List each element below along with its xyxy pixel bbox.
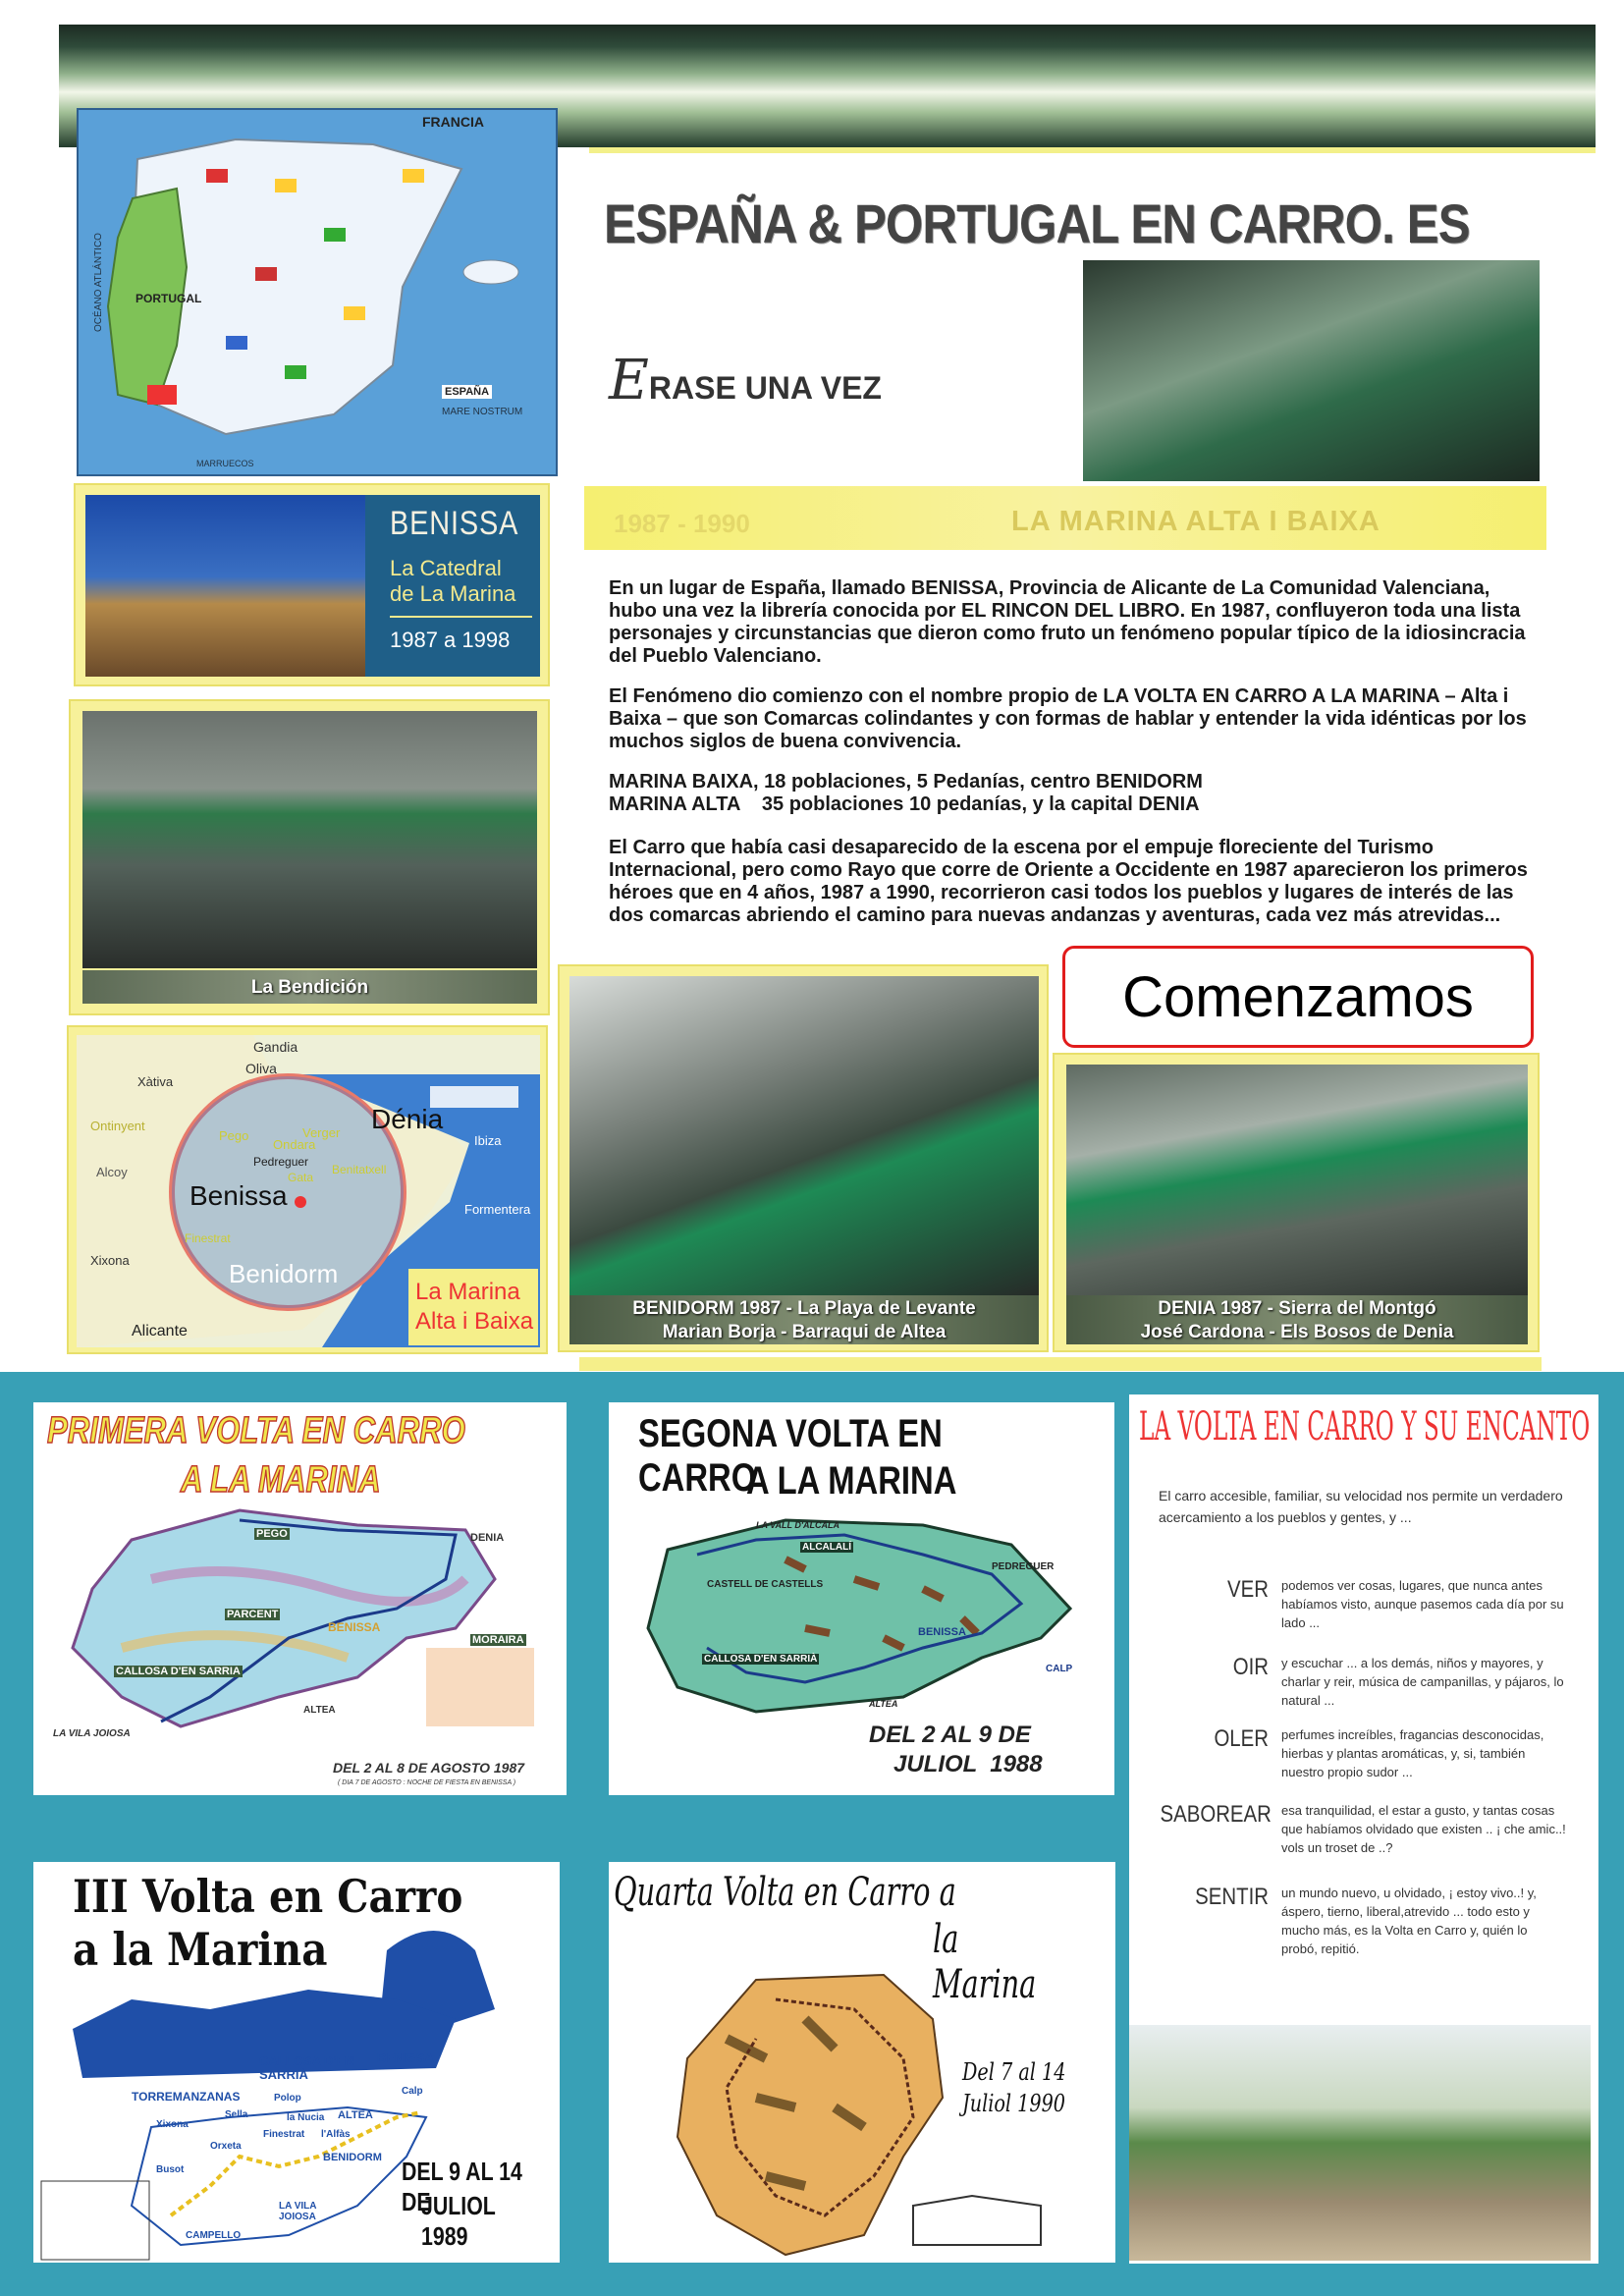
region-label-benitatxell: Benitatxell [332,1163,387,1176]
map-label-spain: ESPAÑA [442,385,492,399]
sense-ver-text: podemos ver cosas, lugares, que nunca antes habíamos visto, aunque pasemos cada día por su lado ... [1281,1578,1564,1630]
encanto-photo [1129,2025,1591,2261]
poster2-town-castell: CASTELL DE CASTELLS [707,1579,824,1590]
poster1-town-pego: PEGO [256,1528,288,1540]
poster1-note: ( DIA 7 DE AGOSTO : NOCHE DE FIESTA EN BENISSA ) [338,1779,516,1786]
poster3-town-altea: ALTEA [338,2109,373,2121]
sense-saborear-text: esa tranquilidad, el estar a gusto, y tantas cosas que habíamos olvidado que existen .. ¡ che amic..! vols un troset de ..? [1281,1803,1566,1855]
poster3-town-torremanzanas: TORREMANZANAS [132,2090,241,2104]
region-label-finestrat: Finestrat [185,1231,231,1245]
poster2-town-pedreguer: PEDREGUER [992,1561,1055,1572]
poster2-town-alcalali: ALCALALÍ [802,1542,851,1553]
poster3-town-xixona: Xixona [156,2119,189,2130]
sense-sentir-text: un mundo nuevo, u olvidado, ¡ estoy vivo..! y, áspero, tierno, liberal,atrevido ... todo esto y mucho más, es la Volta en Carro y, quién lo probó, repitió. [1281,1886,1537,1956]
photo-carts-road [1083,260,1540,481]
encanto-title: LA VOLTA EN CARRO Y SU ENCANTO [1139,1404,1591,1449]
region-label-ondara: Ondara [273,1137,316,1152]
map-label-sea: MARE NOSTRUM [442,407,523,417]
sense-sentir: SENTIR [1195,1884,1269,1910]
poster3-title2: a la Marina [73,1923,328,1976]
denia-caption-line2: José Cardona - Els Bosos de Denia [1140,1322,1454,1342]
poster2-dates1: DEL 2 AL 9 DE [869,1722,1031,1748]
region-label-benissa: Benissa [189,1180,288,1211]
region-label-gandia: Gandia [253,1039,298,1055]
region-label-formentera: Formentera [464,1202,531,1217]
paragraph-1: En un lugar de España, llamado BENISSA, Provincia de Alicante de La Comunidad Valenciana, hubo una vez la librería conocida por EL RINCON DEL LIBRO. En 1987, confluyeron toda una lista personajes y circunstancias que dieron como fruto un fenómeno popular típico de la idiosincracia del Pueblo Valenciano. [609,577,1526,667]
region-label-ontinyent: Ontinyent [90,1119,145,1133]
region-label-oliva: Oliva [245,1061,277,1076]
poster1-dates: DEL 2 AL 8 DE AGOSTO 1987 [333,1760,525,1776]
poster3-town-benissa: BENISSA [377,2050,434,2065]
region-caption-line1: La Marina [415,1279,520,1305]
bendicion-caption: La Bendición [250,977,369,998]
poster1-town-callosa: CALLOSA D'EN SARRIA [116,1666,241,1677]
poster1-title2: A LA MARINA [181,1459,381,1501]
benidorm-caption-line2: Marian Borja - Barraqui de Altea [662,1322,947,1342]
bendicion-card [69,699,550,1015]
region-map [77,1035,540,1347]
poster2-town-vall: LA VALL D'ALCALA [756,1520,839,1530]
sense-oler-text: perfumes increíbles, fragancias desconocidas, hierbas y plantas aromáticas, y, si, también nuestro propio sudor ... [1281,1727,1544,1779]
poster1-town-parcent: PARCENT [227,1609,279,1620]
poster3-town-calp: Calp [402,2086,423,2097]
poster3-town-orxeta: Orxeta [210,2141,242,2152]
sense-oir-text: y escuchar ... a los demás, niños y mayores, y charlar y reir, música de campanillas, y pájaros, lo natural ... [1281,1656,1564,1708]
map-label-portugal: PORTUGAL [135,292,202,305]
benissa-cathedral-photo [85,495,365,677]
poster-primera-volta [33,1402,567,1795]
region-label-verger: Verger [302,1125,341,1140]
section-bar-title: LA MARINA ALTA I BAIXA [1011,506,1380,537]
poster-iii-volta [33,1862,560,2263]
comenzamos-box: Comenzamos [1062,946,1534,1048]
paragraph-4: MARINA ALTA 35 poblaciones 10 pedanías, y la capital DENIA [609,793,1200,815]
poster3-title1: III Volta en Carro [73,1870,463,1923]
encanto-intro: El carro accesible, familiar, su velocidad nos permite un verdadero acercamiento a los pueblos y gentes, y ... [1159,1488,1563,1525]
poster3-town-polop: Polop [274,2093,301,2104]
region-label-alicante: Alicante [132,1323,188,1339]
poster1-town-vila: LA VILA JOIOSA [53,1728,131,1739]
page-title: ESPAÑA & PORTUGAL EN CARRO. ES [604,192,1470,254]
poster3-town-vila: LA VILA JOIOSA [279,2201,317,2222]
poster2-map [609,1501,1114,1726]
region-label-alcoy: Alcoy [96,1165,128,1179]
sense-oler: OLER [1214,1725,1269,1752]
region-label-benidorm: Benidorm [229,1259,339,1288]
poster3-town-finestrat: Finestrat [263,2129,305,2140]
poster3-town-sella: Sella [225,2109,248,2120]
poster3-town-benidorm: BENIDORM [323,2152,382,2163]
benissa-divider [390,616,532,618]
poster1-town-benissa: BENISSA [328,1620,381,1634]
poster4-dates1: Del 7 al 14 [962,2058,1066,2086]
poster3-dates1: DEL 9 AL 14 DE [402,2157,522,2216]
benissa-years: 1987 a 1998 [390,628,511,652]
poster3-town-nucia: la Nucia [287,2112,325,2123]
region-label-pedreguer: Pedreguer [253,1155,309,1169]
poster2-title1: SEGONA VOLTA EN CARRO [638,1412,943,1500]
paragraph-3: MARINA BAIXA, 18 poblaciones, 5 Pedanías, centro BENIDORM [609,771,1203,793]
region-caption-line2: Alta i Baixa [415,1308,534,1335]
benissa-card [74,483,550,686]
poster2-town-calp: CALP [1046,1664,1073,1674]
map-label-france: FRANCIA [422,114,484,130]
paragraph-2: El Fenómeno dio comienzo con el nombre propio de LA VOLTA EN CARRO A LA MARINA – Alta i Baixa – que son Comarcas colindantes y con formas de hablar y entender la vida idénticas por los muchos siglos de buena convivencia. [609,685,1527,752]
poster3-town-busot: Busot [156,2164,185,2175]
benidorm-caption-line1: BENIDORM 1987 - La Playa de Levante [632,1298,976,1319]
paragraph-5: El Carro que había casi desaparecido de la escena por el empuje floreciente del Turismo Internacional, pero como Rayo que corre de Oriente a Occidente en 1987 aparecieron los primeros héroes que en 4 años, 1987 a 1990, recorrieron casi todos los pueblos y lugares de interés de las dos comarcas abriendo el camino para nuevas andanzas y aventuras, cada vez más atrevidas... [609,837,1528,926]
benidorm-photo [569,976,1039,1295]
poster4-title1: Quarta Volta en Carro a [614,1870,956,1915]
sense-saborear: SABOREAR [1160,1801,1272,1828]
poster1-title1: PRIMERA VOLTA EN CARRO [47,1410,465,1451]
poster1-town-altea: ALTEA [303,1705,336,1716]
poster4-dates2: Juliol 1990 [962,2090,1066,2117]
benidorm-photo-card [558,964,1049,1352]
bottom-yellow-strip [579,1357,1542,1371]
poster2-town-altea: ALTEA [869,1699,898,1709]
map-label-ocean: OCÉANO ATLÁNTICO [92,233,104,332]
poster1-town-moraira: MORAIRA [472,1634,524,1646]
sense-ver: VER [1227,1576,1269,1603]
poster3-town-callosa: CALLOSA D'EN SARRIÀ [259,2053,354,2082]
region-label-gata: Gata [288,1171,314,1184]
benissa-line2: de La Marina [390,581,516,606]
page-subtitle [609,349,882,412]
region-label-pego: Pego [219,1128,249,1143]
sense-oir: OIR [1232,1654,1269,1680]
header-divider [589,147,1596,153]
subtitle-initial: E [609,349,649,412]
denia-photo [1066,1065,1528,1295]
poster-quarta-volta [609,1862,1115,2263]
region-map-card [67,1025,548,1354]
poster3-town-campello: CAMPELLO [186,2230,242,2241]
benissa-line1: La Catedral [390,556,502,580]
benissa-title: BENISSA [390,505,519,542]
poster1-town-denia: DENIA [470,1532,505,1544]
poster-segona-volta [609,1402,1114,1795]
region-label-xixona: Xixona [90,1253,130,1268]
iberia-map [77,108,558,476]
poster2-title2: A LA MARINA [746,1459,957,1503]
poster3-dates2: JULIOL 1989 [421,2191,496,2251]
region-label-ibiza: Ibiza [474,1133,502,1148]
region-label-xativa: Xàtiva [137,1074,174,1089]
poster2-town-callosa: CALLOSA D'EN SARRIÀ [704,1654,818,1665]
denia-caption-line1: DENIA 1987 - Sierra del Montgó [1158,1298,1436,1319]
denia-photo-card [1053,1053,1540,1352]
poster4-title2: la Marina [933,1917,1037,2007]
poster2-town-benissa: BENISSA [918,1626,966,1638]
bendicion-photo [82,711,537,968]
subtitle-rest: RASE UNA VEZ [648,370,882,406]
region-label-denia: Dénia [371,1104,444,1134]
section-bar-years: 1987 - 1990 [614,509,750,538]
map-label-bottom: MARRUECOS [196,459,254,468]
poster2-dates2: JULIOL 1988 [893,1751,1043,1777]
poster3-town-alfas: l'Alfàs [321,2129,351,2140]
